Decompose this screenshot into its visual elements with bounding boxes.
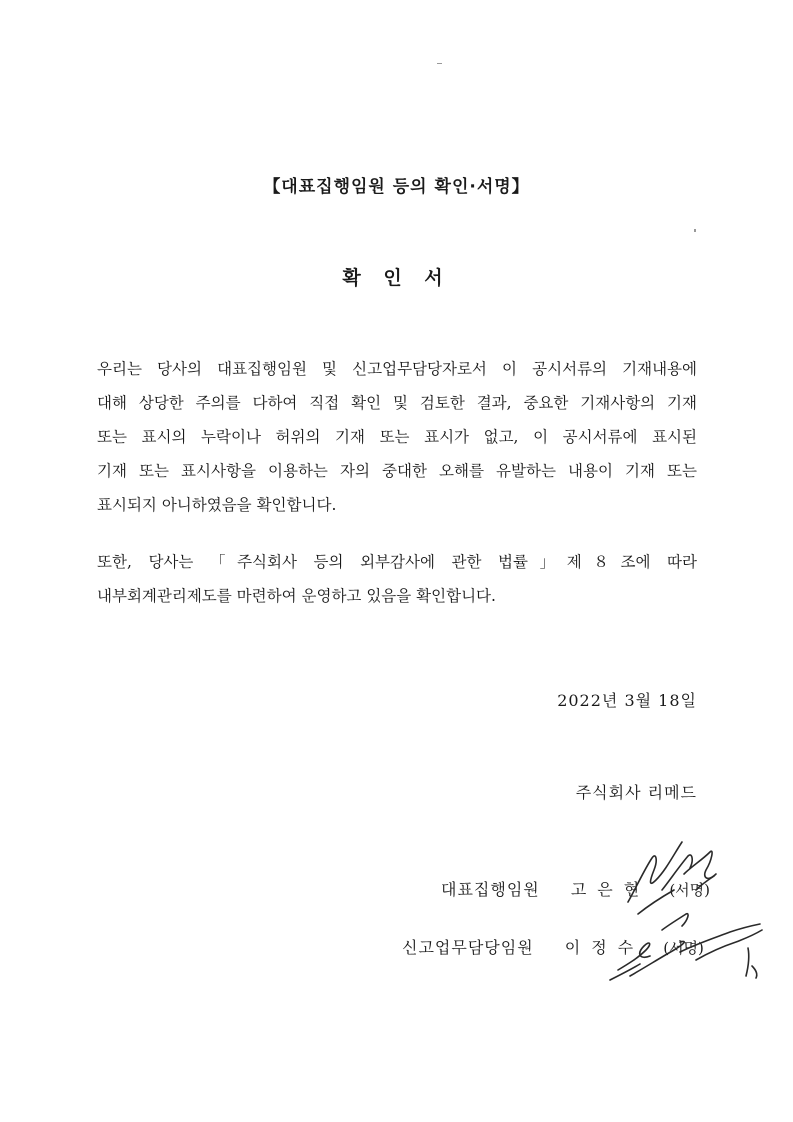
signature-mark-label: (서명) [663, 939, 704, 957]
document-date: 2022년 3월 18일 [557, 691, 697, 710]
paragraph-line: 또는 표시의 누락이나 허위의 기재 또는 표시가 없고, 이 공시서류에 표시된 [97, 428, 697, 446]
internal-control-paragraph [97, 545, 697, 613]
company-name: 주식회사 리메드 [575, 783, 697, 802]
signatory-name: 고은현 [570, 880, 651, 899]
signatory-name: 이정수 [564, 938, 645, 957]
signatory-disclosure-officer [402, 935, 704, 958]
paragraph-line: 기재 또는 표시사항을 이용하는 자의 중대한 오해를 유발하는 내용이 기재 또는 [97, 462, 697, 480]
paragraph-line: 대해 상당한 주의를 다하여 직접 확인 및 검토한 결과, 중요한 기재사항의 기재 [97, 394, 697, 412]
paragraph-line: 우리는 당사의 대표집행임원 및 신고업무담당자로서 이 공시서류의 기재내용에 [97, 360, 697, 378]
scan-speck [437, 63, 442, 64]
scan-speck [694, 229, 696, 232]
document-title: 확 인 서 [342, 267, 451, 289]
handwritten-signature-ceo [618, 830, 728, 920]
signatory-role: 신고업무담당임원 [402, 938, 534, 957]
confirmation-paragraph [97, 352, 697, 522]
paragraph-line: 내부회계관리제도를 마련하여 운영하고 있음을 확인합니다. [97, 587, 496, 605]
signature-mark-label: (서명) [669, 881, 710, 899]
document-heading: 【대표집행임원 등의 확인·서명】 [263, 177, 530, 197]
paragraph-line: 또한, 당사는 「주식회사 등의 외부감사에 관한 법률」제８조에 따라 [97, 553, 697, 571]
signatory-ceo [441, 877, 710, 900]
signatory-role: 대표집행임원 [441, 880, 540, 899]
paragraph-line: 표시되지 아니하였음을 확인합니다. [97, 496, 337, 514]
